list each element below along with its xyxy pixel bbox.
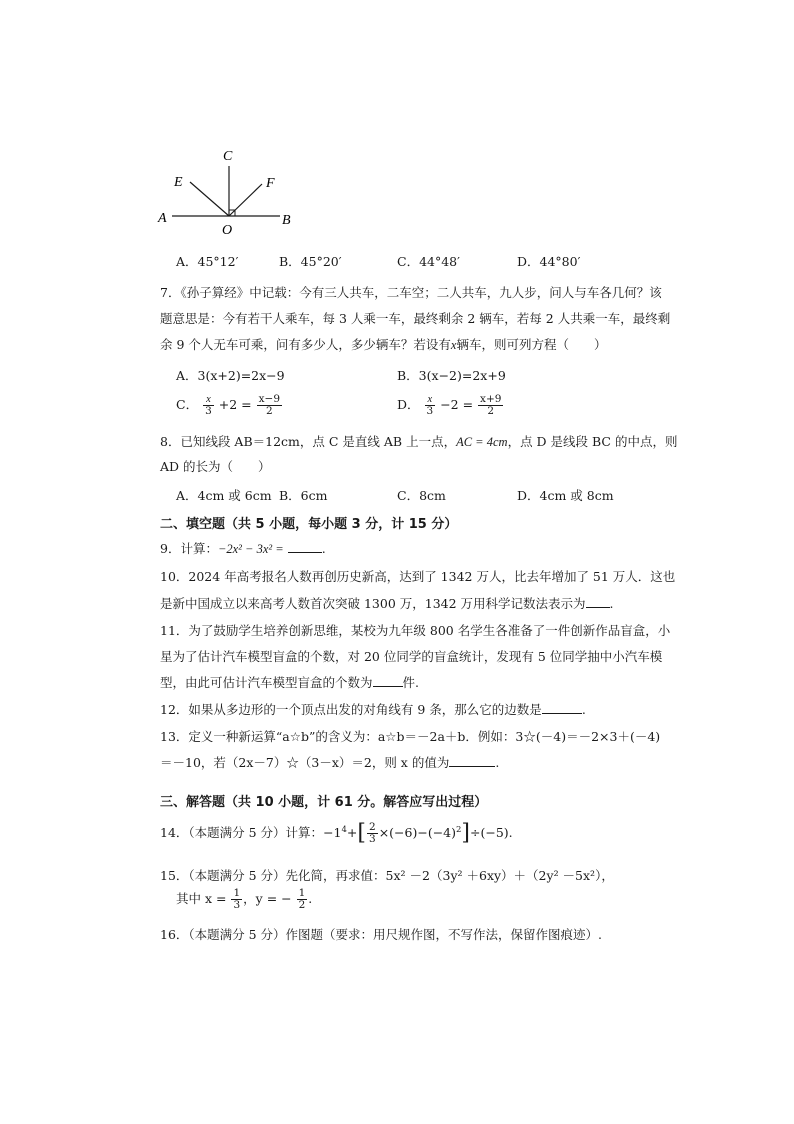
label-e: E	[174, 175, 183, 190]
q9: 9．计算：−2x² − 3x² = .	[160, 541, 326, 556]
q11-line3: 型，由此可估计汽车模型盲盒的个数为 件.	[160, 675, 419, 690]
q7-option-d[interactable]: D． $\frac{x}{3}$ −2 = $\frac{x+9}{2}$	[397, 393, 502, 417]
section2-title: 二、填空题（共 5 小题，每小题 3 分，计 15 分）	[160, 517, 458, 532]
q8-line1: 8．已知线段 AB＝12cm，点 C 是直线 AB 上一点，AC = 4cm，点 D 是线段 BC 的中点，则	[160, 434, 678, 449]
q15-line2: 其中 x = $\frac{1}{3}$ ，y = − $\frac{1}{2}$ .	[176, 887, 313, 911]
angle-figure	[150, 140, 310, 240]
q13-line2: ＝－10，若（2x－7）☆（3－x）＝2，则 x 的值为 .	[160, 755, 500, 770]
q7-option-c[interactable]: C． $\frac{x}{3}$ +2 = $\frac{x-9}{2}$	[176, 393, 280, 417]
q7-option-b[interactable]: B．3(x−2)=2x+9	[397, 368, 506, 383]
section3-title: 三、解答题（共 10 小题，计 61 分。解答应写出过程）	[160, 795, 488, 810]
label-a: A	[158, 211, 167, 226]
ray-of	[229, 184, 262, 216]
q7-line1: 7．《孙子算经》中记载：今有三人共车，二车空；二人共车，九人步，问人与车各几何？该	[160, 285, 662, 300]
q8-option-a[interactable]: A．4cm 或 6cm	[176, 488, 272, 503]
q8-option-d[interactable]: D．4cm 或 8cm	[517, 488, 614, 503]
q10-line1: 10．2024 年高考报名人数再创历史新高，达到了 1342 万人，比去年增加了 51 万人．这也	[160, 569, 676, 584]
q11-answer-blank[interactable]	[373, 675, 403, 687]
q7-option-a[interactable]: A．3(x+2)=2x−9	[176, 368, 285, 383]
q7-line2: 题意思是：今有若干人乘车，每 3 人乘一车，最终剩余 2 辆车，若每 2 人共乘一车，最终剩	[160, 311, 671, 326]
q14: 14．（本题满分 5 分）计算：$-1^4+$[ $\frac{2}{3}$ $\times(-6)-(-4)^2]\div(-5)$.	[160, 820, 513, 846]
q11-line1: 11．为了鼓励学生培养创新思维，某校为九年级 800 名学生各准备了一件创新作品盲盒，小	[160, 623, 671, 638]
q9-answer-blank[interactable]	[288, 541, 322, 553]
q10-answer-blank[interactable]	[586, 596, 610, 608]
q8-line2: AD 的长为（ ）	[160, 459, 271, 474]
q15-line1: 15．（本题满分 5 分）先化简，再求值：5x² －2（3y² ＋6xy）＋（2y² －5x²），	[160, 868, 614, 883]
label-f: F	[266, 176, 275, 191]
q6-option-b[interactable]: B．45°20′	[279, 254, 342, 269]
q12-answer-blank[interactable]	[542, 702, 582, 714]
label-c: C	[223, 149, 233, 164]
ray-oe	[190, 182, 229, 216]
q13-answer-blank[interactable]	[449, 755, 495, 767]
q11-line2: 星为了估计汽车模型盲盒的个数，对 20 位同学的盲盒统计，发现有 5 位同学抽中小汽车模	[160, 649, 663, 664]
q8-option-c[interactable]: C．8cm	[397, 488, 446, 503]
label-b: B	[282, 213, 291, 228]
q16: 16．（本题满分 5 分）作图题（要求：用尺规作图，不写作法，保留作图痕迹）.	[160, 927, 603, 942]
q6-option-c[interactable]: C．44°48′	[397, 254, 460, 269]
q13-line1: 13．定义一种新运算“a☆b”的含义为：a☆b＝－2a＋b．例如：3☆(－4)＝－2×3＋(－4)	[160, 729, 661, 744]
q6-option-a[interactable]: A．45°12′	[176, 254, 239, 269]
q8-option-b[interactable]: B．6cm	[279, 488, 328, 503]
q12: 12．如果从多边形的一个顶点出发的对角线有 9 条，那么它的边数是 .	[160, 702, 586, 717]
label-o: O	[222, 223, 233, 238]
q7-line3: 余 9 个人无车可乘，问有多少人，多少辆车？若设有x辆车，则可列方程（ ）	[160, 337, 607, 352]
q6-option-d[interactable]: D．44°80′	[517, 254, 581, 269]
q10-line2: 是新中国成立以来高考人数首次突破 1300 万，1342 万用科学记数法表示为 .	[160, 596, 614, 611]
